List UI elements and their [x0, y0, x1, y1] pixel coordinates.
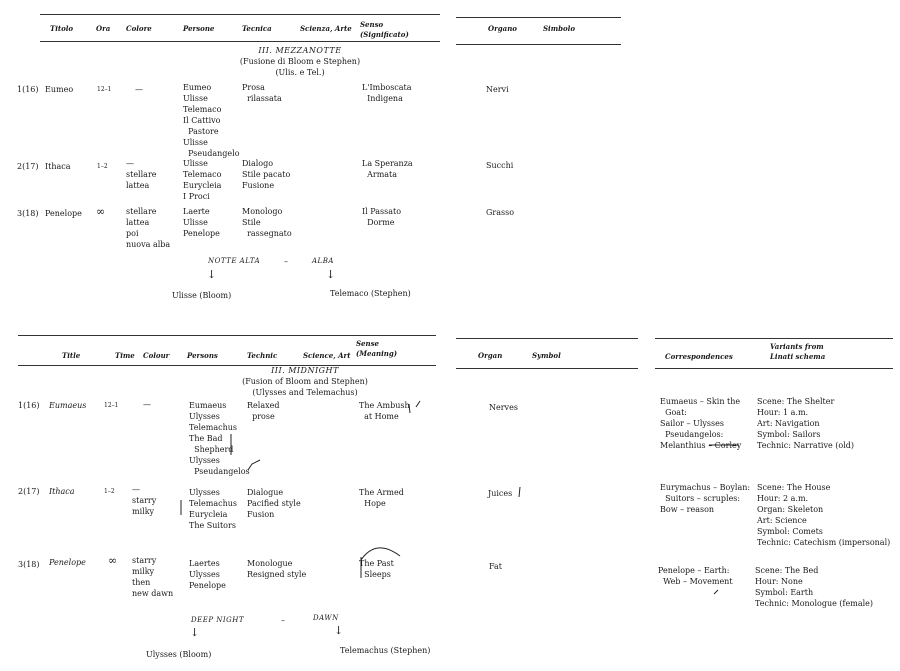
row-time: ∞ [108, 554, 118, 567]
row-organo: Nervi [486, 85, 509, 94]
header-colore: Colore [126, 24, 152, 33]
row-organo: Succhi [486, 161, 514, 170]
section-subtitle-1: (Fusion of Bloom and Stephen) [242, 377, 368, 386]
header-titolo: Titolo [50, 24, 74, 33]
row-colour: starry milky then new dawn [132, 556, 174, 598]
row-organo: Grasso [486, 208, 515, 217]
row-persone: Eumeo Ulisse Telemaco Il Cattivo Pastore Ulisse Pseudangelo [183, 83, 240, 158]
row-colour: — starry milky [132, 485, 157, 516]
header-tecnica: Tecnica [242, 24, 272, 33]
row-organ: Nerves [489, 403, 518, 412]
row-number: 1(16) [17, 85, 39, 94]
header-sense-sub: (Meaning) [356, 349, 398, 358]
row-sense: The Past Sleeps [359, 559, 394, 579]
row-correspondences: Penelope – Earth: Web – Movement [658, 566, 733, 586]
row-technic: Monologue Resigned style [247, 559, 307, 579]
dash: – [284, 257, 288, 266]
section-title: III. MEZZANOTTE [258, 46, 342, 55]
row-senso: La Speranza Armata [362, 159, 413, 179]
row-title: Ithaca [49, 487, 75, 496]
header-organo: Organo [488, 24, 517, 33]
row-title: Penelope [49, 558, 86, 567]
header-science: Science, Art [303, 351, 351, 360]
telemaco-label: Telemaco (Stephen) [330, 289, 411, 298]
row-technic: Relaxed prose [247, 401, 280, 421]
row-ora: ∞ [96, 205, 106, 218]
row-technic: Dialogue Pacified style Fusion [247, 488, 301, 519]
row-tecnica: Prosa rilassata [242, 83, 282, 103]
header-sense: Sense [356, 339, 379, 348]
alba-label: ALBA [312, 257, 334, 265]
deep-night-label: DEEP NIGHT [191, 616, 245, 624]
row-persons: Laertes Ulysses Penelope [189, 559, 226, 590]
row-number: 2(17) [18, 487, 40, 496]
header-ora: Ora [96, 24, 111, 33]
header-variants-2: Linati schema [770, 352, 826, 361]
row-title: Eumeo [45, 85, 74, 94]
row-senso: L'Imboscata Indigena [362, 83, 412, 103]
row-colore: stellare lattea poi nuova alba [126, 207, 171, 249]
row-number: 2(17) [17, 162, 39, 171]
header-senso: Senso [360, 20, 384, 29]
row-tecnica: Monologo Stile rassegnato [242, 207, 292, 238]
header-symbol: Symbol [532, 351, 561, 360]
row-number: 3(18) [18, 560, 40, 569]
header-persons: Persons [187, 351, 218, 360]
row-organ: Juices [488, 489, 513, 498]
header-organ: Organ [478, 351, 503, 360]
header-persone: Persone [183, 24, 215, 33]
row-number: 3(18) [17, 209, 39, 218]
row-title: Penelope [45, 209, 82, 218]
section-subtitle-2: (Ulis. e Tel.) [275, 68, 325, 77]
header-correspondences: Correspondences [665, 352, 733, 361]
row-variants: Scene: The Shelter Hour: 1 a.m. Art: Navigation Symbol: Sailors Technic: Narrative (old) [757, 397, 855, 450]
ulisse-label: Ulisse (Bloom) [172, 291, 232, 300]
row-title: Ithaca [45, 162, 71, 171]
row-colore: — [135, 85, 143, 94]
row-organ: Fat [489, 562, 502, 571]
row-tecnica: Dialogo Stile pacato Fusione [242, 159, 291, 190]
header-colour: Colour [143, 351, 170, 360]
header-simbolo: Simbolo [543, 24, 576, 33]
section-subtitle-2: (Ulysses and Telemachus) [252, 388, 358, 397]
down-arrow-icon: ↓ [334, 624, 344, 637]
dawn-label: DAWN [313, 614, 339, 622]
header-time: Time [115, 351, 135, 360]
row-colore: — stellare lattea [126, 159, 157, 190]
row-correspondences: Eumaeus – Skin the Goat: Sailor – Ulysses Pseudangelos: Melanthius – Corley [660, 397, 742, 450]
row-ora: 1–2 [97, 163, 108, 170]
row-persone: Ulisse Telemaco Eurycleia I Proci [183, 159, 222, 201]
header-title: Title [62, 351, 81, 360]
section-subtitle-1: (Fusione di Bloom e Stephen) [239, 57, 361, 66]
row-sense: The Armed Hope [359, 488, 404, 508]
row-time: 1–2 [104, 488, 115, 495]
ulysses-label: Ulysses (Bloom) [146, 650, 212, 659]
header-senso-sub: (Significato) [360, 30, 409, 39]
row-time: 12–1 [104, 402, 119, 409]
row-persons: Eumaeus Ulysses Telemachus The Bad Shepherd Ulysses Pseudangelos [189, 401, 250, 476]
dash: – [281, 616, 285, 625]
row-senso: Il Passato Dorme [362, 207, 402, 227]
row-number: 1(16) [18, 401, 40, 410]
row-title: Eumaeus [49, 401, 87, 410]
row-variants: Scene: The House Hour: 2 a.m. Organ: Skeleton Art: Science Symbol: Comets Technic: Catechism (impersonal) [757, 483, 891, 547]
row-correspondences: Eurymachus – Boylan: Suitors – scruples: Bow – reason [660, 483, 751, 514]
down-arrow-icon: ↓ [207, 268, 217, 281]
row-ora: 12–1 [97, 86, 112, 93]
header-variants-1: Variants from [770, 342, 824, 351]
row-variants: Scene: The Bed Hour: None Symbol: Earth Technic: Monologue (female) [755, 566, 873, 608]
row-persons: Ulysses Telemachus Eurycleia The Suitors [189, 488, 237, 530]
down-arrow-icon: ↓ [326, 268, 336, 281]
header-scienza: Scienza, Arte [300, 24, 352, 33]
header-technic: Technic [247, 351, 278, 360]
notte-alta-label: NOTTE ALTA [208, 257, 261, 265]
row-sense: The Ambush at Home [359, 401, 410, 421]
row-colour: — [143, 400, 151, 409]
row-persone: Laerte Ulisse Penelope [183, 207, 220, 238]
telemachus-label: Telemachus (Stephen) [340, 646, 431, 655]
down-arrow-icon: ↓ [190, 626, 200, 639]
section-title: III. MIDNIGHT [271, 366, 339, 375]
